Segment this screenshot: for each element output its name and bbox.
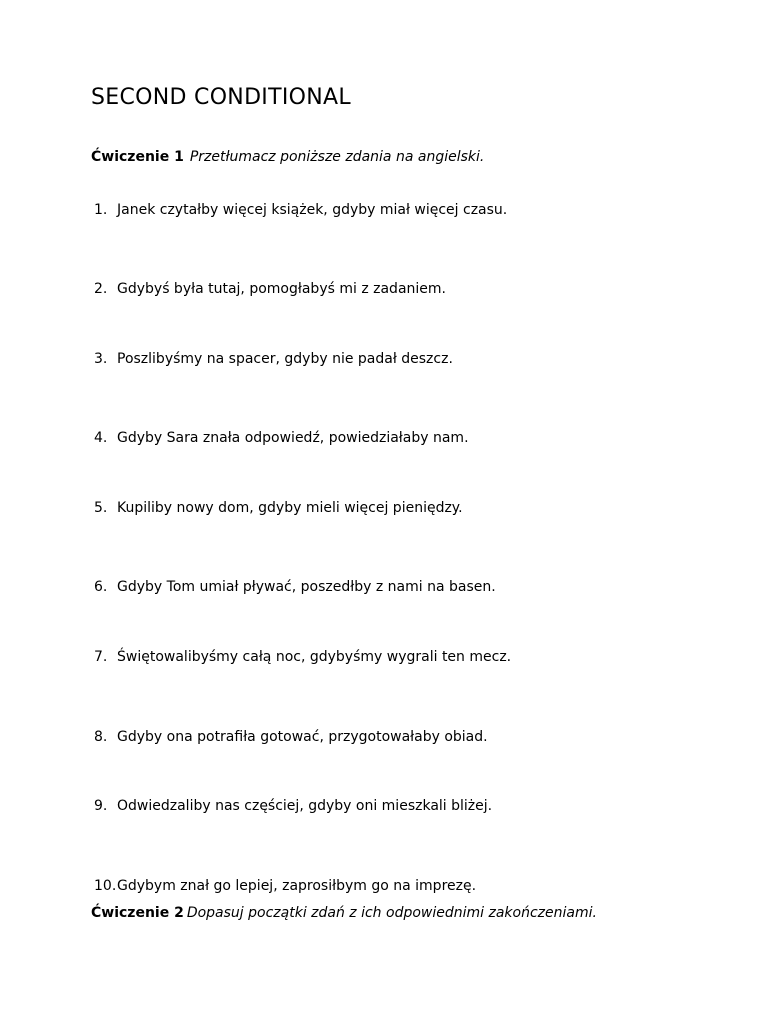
exercise-1-heading	[91, 148, 484, 166]
sentence-text: Gdybym znał go lepiej, zaprosiłbym go na imprezę.	[117, 878, 477, 894]
sentence-number: 3.	[94, 351, 108, 367]
exercise-1-instruction: Przetłumacz poniższe zdania na angielski.	[189, 149, 485, 165]
exercise-2-heading	[91, 904, 597, 922]
exercise-1-label: Ćwiczenie 1	[91, 149, 184, 165]
sentence-item-4	[94, 429, 469, 447]
sentence-item-1	[94, 201, 507, 219]
exercise-2-label: Ćwiczenie 2	[91, 905, 184, 921]
sentence-item-5	[94, 499, 463, 517]
sentence-text: Kupiliby nowy dom, gdyby mieli więcej pieniędzy.	[117, 500, 463, 516]
exercise-2-instruction: Dopasuj początki zdań z ich odpowiednimi zakończeniami.	[186, 905, 597, 921]
sentence-item-10	[94, 877, 476, 895]
sentence-text: Świętowalibyśmy całą noc, gdybyśmy wygrali ten mecz.	[117, 649, 512, 665]
sentence-text: Gdybyś była tutaj, pomogłabyś mi z zadaniem.	[117, 281, 446, 297]
sentence-item-9	[94, 797, 492, 815]
sentence-number: 8.	[94, 729, 108, 745]
sentence-text: Odwiedzaliby nas częściej, gdyby oni mieszkali bliżej.	[117, 798, 493, 814]
sentence-number: 4.	[94, 430, 108, 446]
page-title: SECOND CONDITIONAL	[91, 85, 351, 110]
sentence-item-7	[94, 648, 511, 666]
sentence-text: Gdyby Sara znała odpowiedź, powiedziałaby nam.	[117, 430, 469, 446]
sentence-number: 9.	[94, 798, 108, 814]
sentence-number: 10.	[94, 878, 117, 894]
sentence-item-6	[94, 578, 496, 596]
sentence-number: 7.	[94, 649, 108, 665]
sentence-item-3	[94, 350, 453, 368]
sentence-number: 5.	[94, 500, 108, 516]
sentence-text: Janek czytałby więcej książek, gdyby miał więcej czasu.	[117, 202, 508, 218]
sentence-text: Poszlibyśmy na spacer, gdyby nie padał deszcz.	[117, 351, 453, 367]
sentence-number: 1.	[94, 202, 108, 218]
sentence-number: 2.	[94, 281, 108, 297]
sentence-number: 6.	[94, 579, 108, 595]
sentence-text: Gdyby ona potrafiła gotować, przygotowałaby obiad.	[117, 729, 488, 745]
sentence-item-2	[94, 280, 446, 298]
sentence-text: Gdyby Tom umiał pływać, poszedłby z nami na basen.	[117, 579, 496, 595]
sentence-item-8	[94, 728, 488, 746]
